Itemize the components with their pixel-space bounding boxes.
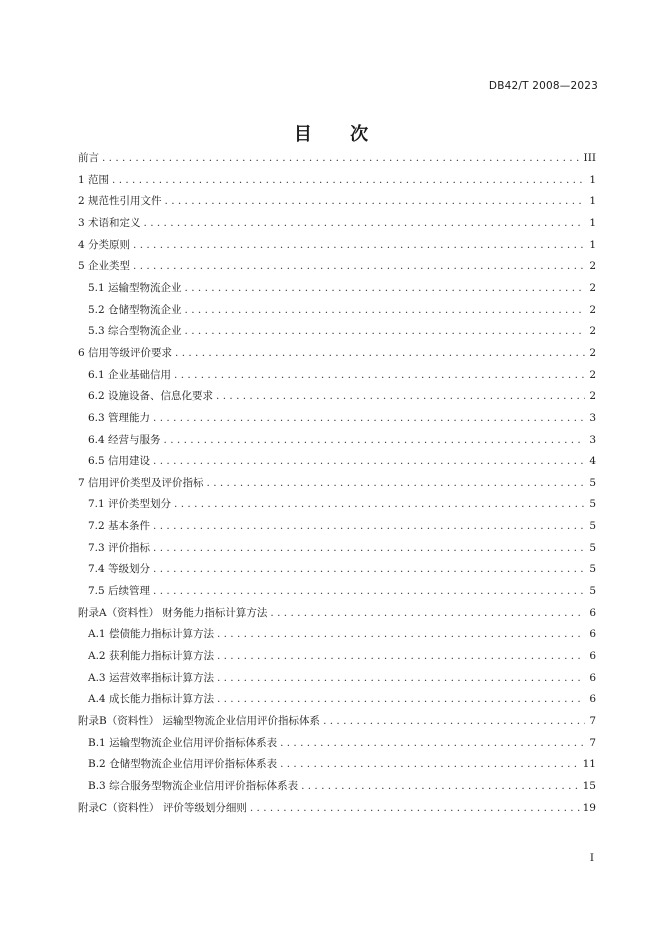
toc-entry-page: 2: [589, 368, 596, 381]
toc-entry-page: 5: [589, 476, 596, 489]
toc-entry-page: 2: [589, 260, 596, 273]
page-number: I: [589, 852, 594, 864]
toc-entry-page: 6: [589, 650, 596, 663]
toc-entry-page: 5: [589, 563, 596, 576]
toc-entry[interactable]: [78, 754, 596, 776]
toc-entry-label: 7.1 评价类型划分: [88, 498, 172, 511]
toc-entry-label: 6.4 经营与服务: [88, 433, 161, 446]
dot-leader: [207, 473, 585, 495]
toc-entry-label: 6 信用等级评价要求: [78, 346, 173, 359]
toc-entry[interactable]: [78, 256, 596, 278]
toc-entry[interactable]: [78, 148, 596, 170]
toc-entry-page: 3: [589, 433, 596, 446]
dot-leader: [164, 430, 585, 452]
dot-leader: [133, 235, 585, 257]
toc-entry-page: 1: [589, 173, 596, 186]
toc-entry-page: 6: [589, 628, 596, 641]
toc-entry[interactable]: [78, 386, 596, 408]
page-title: 目 次: [293, 124, 385, 145]
toc-entry[interactable]: [78, 538, 596, 560]
dot-leader: [112, 170, 585, 192]
toc-entry-label: 5.3 综合型物流企业: [88, 325, 182, 338]
toc-entry[interactable]: [78, 624, 596, 646]
toc-entry[interactable]: [78, 473, 596, 495]
toc-entry-label: 附录B（资料性） 运输型物流企业信用评价指标体系: [78, 715, 321, 728]
toc-entry-label: 6.3 管理能力: [88, 411, 151, 424]
toc-entry[interactable]: [78, 191, 596, 213]
toc-entry[interactable]: [78, 451, 596, 473]
toc-entry-page: 6: [589, 693, 596, 706]
toc-entry-page: 2: [589, 281, 596, 294]
toc-entry-page: 19: [582, 801, 596, 814]
toc-entry[interactable]: [78, 581, 596, 603]
toc-entry-label: 7.3 评价指标: [88, 541, 151, 554]
toc-entry-label: 6.2 设施设备、信息化要求: [88, 390, 214, 403]
dot-leader: [270, 603, 585, 625]
dot-leader: [217, 668, 585, 690]
toc-entry-page: III: [583, 151, 596, 164]
toc-entry-page: 7: [589, 715, 596, 728]
toc-entry[interactable]: [78, 321, 596, 343]
table-of-contents: [78, 148, 596, 819]
dot-leader: [280, 754, 580, 776]
toc-entry-page: 11: [582, 758, 596, 771]
toc-entry[interactable]: [78, 278, 596, 300]
dot-leader: [217, 689, 585, 711]
toc-entry-page: 15: [582, 780, 596, 793]
dot-leader: [175, 343, 585, 365]
dot-leader: [153, 581, 585, 603]
toc-entry-page: 6: [589, 671, 596, 684]
toc-entry-page: 5: [589, 541, 596, 554]
toc-entry[interactable]: [78, 430, 596, 452]
dot-leader: [153, 516, 585, 538]
toc-entry-page: 7: [589, 736, 596, 749]
document-code: DB42/T 2008—2023: [488, 80, 598, 92]
toc-entry-page: 3: [589, 411, 596, 424]
toc-entry-label: A.2 获利能力指标计算方法: [88, 650, 214, 663]
toc-entry[interactable]: [78, 495, 596, 517]
dot-leader: [216, 386, 585, 408]
toc-entry[interactable]: [78, 365, 596, 387]
toc-entry-label: 附录C（资料性） 评价等级划分细则: [78, 801, 247, 814]
toc-entry-label: A.4 成长能力指标计算方法: [88, 693, 214, 706]
toc-entry-label: 6.1 企业基础信用: [88, 368, 172, 381]
toc-entry-label: 5 企业类型: [78, 260, 131, 273]
toc-entry-label: 3 术语和定义: [78, 216, 141, 229]
toc-entry[interactable]: [78, 646, 596, 668]
toc-entry-label: 前言: [78, 151, 99, 164]
dot-leader: [144, 213, 585, 235]
toc-entry[interactable]: [78, 603, 596, 625]
dot-leader: [323, 711, 585, 733]
toc-entry[interactable]: [78, 711, 596, 733]
dot-leader: [102, 148, 581, 170]
dot-leader: [153, 451, 585, 473]
toc-entry[interactable]: [78, 733, 596, 755]
toc-entry[interactable]: [78, 689, 596, 711]
dot-leader: [185, 300, 585, 322]
dot-leader: [185, 278, 585, 300]
toc-entry-label: 7.5 后续管理: [88, 585, 151, 598]
toc-entry[interactable]: [78, 668, 596, 690]
toc-entry-page: 5: [589, 498, 596, 511]
dot-leader: [280, 733, 585, 755]
toc-entry-label: 1 范围: [78, 173, 110, 186]
dot-leader: [153, 538, 585, 560]
toc-entry-page: 1: [589, 195, 596, 208]
toc-entry-label: B.1 运输型物流企业信用评价指标体系表: [88, 736, 278, 749]
toc-entry-label: 2 规范性引用文件: [78, 195, 162, 208]
toc-entry-label: 6.5 信用建设: [88, 455, 151, 468]
toc-entry-label: 7.4 等级划分: [88, 563, 151, 576]
dot-leader: [174, 365, 585, 387]
toc-entry-label: A.1 偿债能力指标计算方法: [88, 628, 214, 641]
dot-leader: [153, 559, 585, 581]
toc-entry-page: 2: [589, 390, 596, 403]
dot-leader: [153, 408, 585, 430]
toc-entry-label: 5.2 仓储型物流企业: [88, 303, 182, 316]
dot-leader: [185, 321, 585, 343]
toc-entry[interactable]: [78, 343, 596, 365]
toc-entry[interactable]: [78, 213, 596, 235]
toc-entry-page: 6: [589, 606, 596, 619]
toc-entry[interactable]: [78, 235, 596, 257]
dot-leader: [174, 494, 585, 516]
dot-leader: [165, 191, 585, 213]
toc-entry-page: 2: [589, 303, 596, 316]
toc-entry-label: B.2 仓储型物流企业信用评价指标体系表: [88, 758, 278, 771]
toc-entry-page: 5: [589, 585, 596, 598]
dot-leader: [217, 646, 585, 668]
toc-entry-page: 1: [589, 216, 596, 229]
dot-leader: [250, 798, 580, 820]
toc-entry[interactable]: [78, 559, 596, 581]
toc-entry-label: A.3 运营效率指标计算方法: [88, 671, 214, 684]
toc-entry-page: 2: [589, 325, 596, 338]
toc-entry-page: 1: [589, 238, 596, 251]
toc-entry[interactable]: [78, 798, 596, 820]
dot-leader: [301, 776, 580, 798]
toc-entry-label: 5.1 运输型物流企业: [88, 281, 182, 294]
dot-leader: [217, 624, 585, 646]
toc-entry[interactable]: [78, 300, 596, 322]
toc-entry-page: 5: [589, 520, 596, 533]
toc-entry-label: B.3 综合服务型物流企业信用评价指标体系表: [88, 780, 299, 793]
toc-entry[interactable]: [78, 408, 596, 430]
dot-leader: [133, 256, 585, 278]
toc-entry-label: 7 信用评价类型及评价指标: [78, 476, 204, 489]
toc-entry-label: 7.2 基本条件: [88, 520, 151, 533]
toc-entry-label: 4 分类原则: [78, 238, 131, 251]
toc-entry[interactable]: [78, 170, 596, 192]
toc-entry[interactable]: [78, 516, 596, 538]
toc-entry-page: 4: [589, 455, 596, 468]
toc-entry[interactable]: [78, 776, 596, 798]
toc-entry-label: 附录A（资料性） 财务能力指标计算方法: [78, 606, 268, 619]
toc-entry-page: 2: [589, 346, 596, 359]
